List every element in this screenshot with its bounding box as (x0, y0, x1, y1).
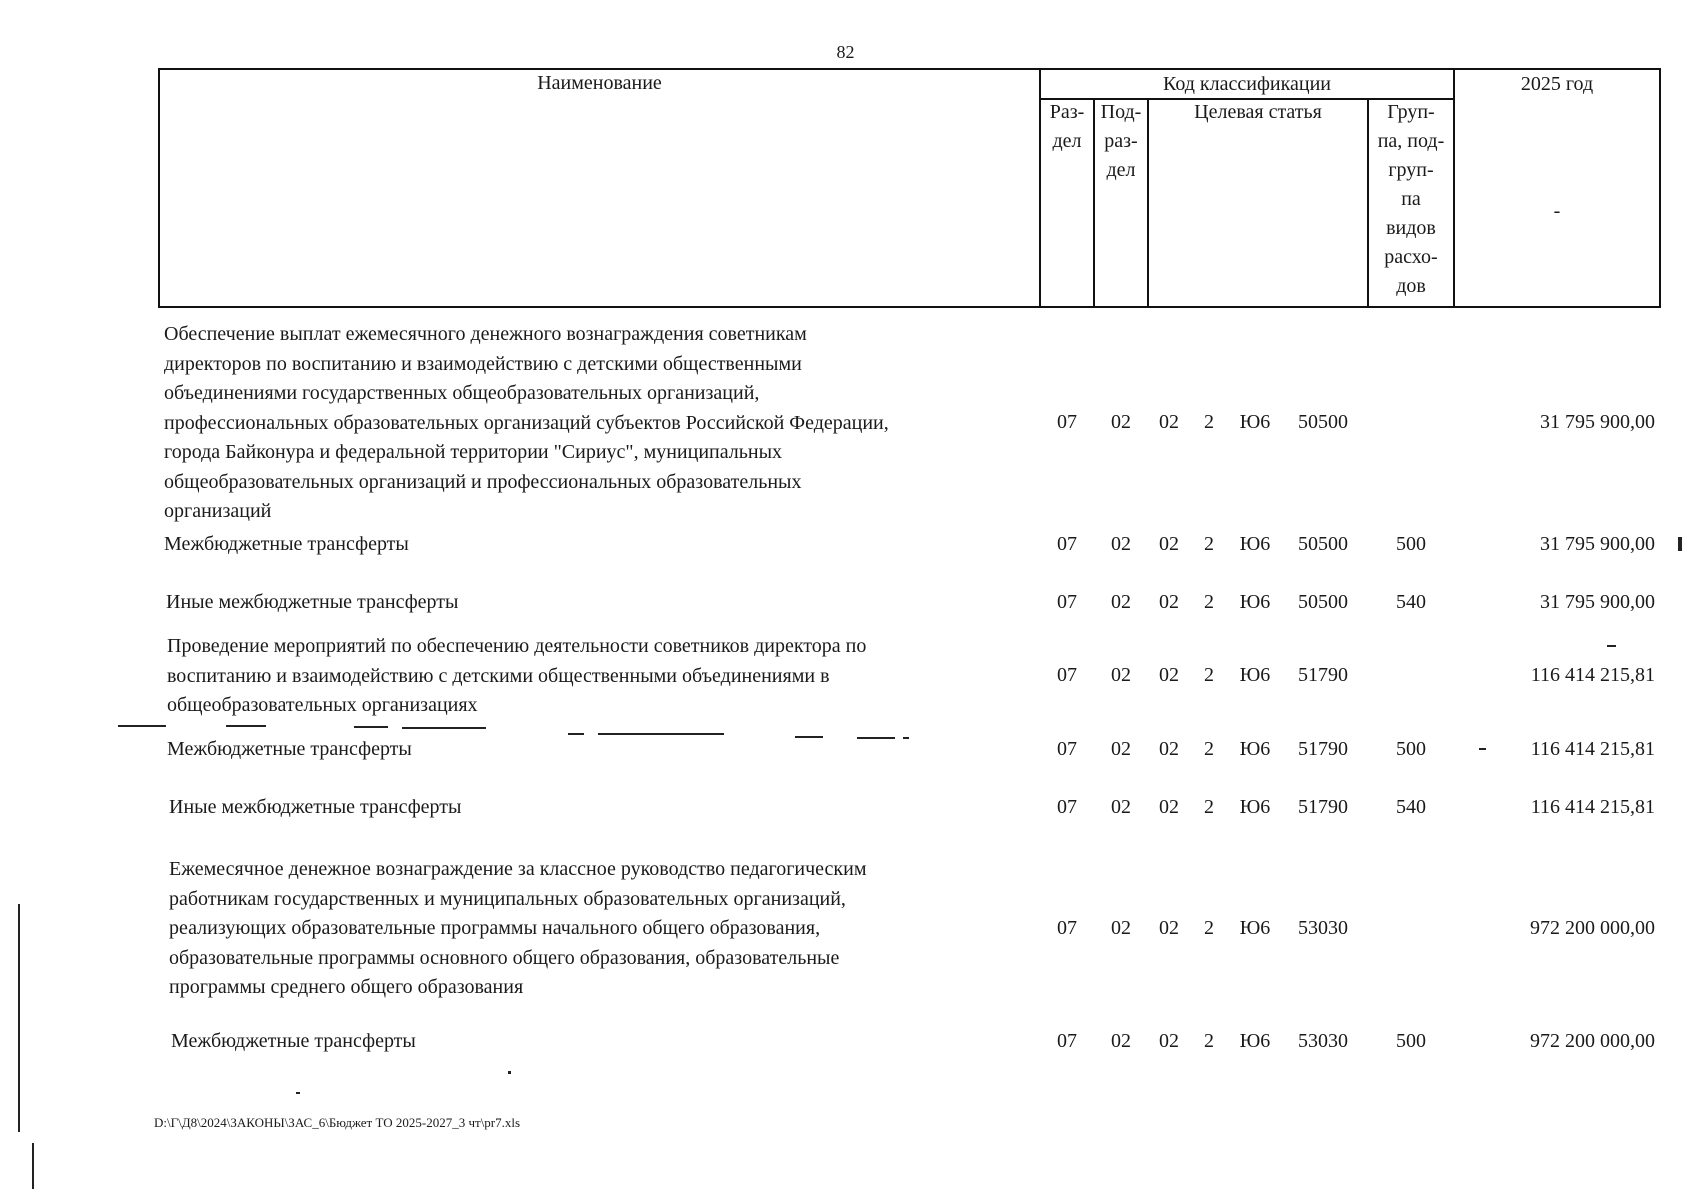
scan-artifact-line (857, 737, 895, 739)
header-name: Наименование (537, 72, 662, 94)
scan-artifact-line (1607, 645, 1616, 647)
target-article-part4: 53030 (1298, 1029, 1348, 1052)
target-article-part3: Ю6 (1239, 411, 1271, 434)
target-article-part4: 53030 (1298, 916, 1348, 939)
target-article-part1: 02 (1159, 795, 1179, 818)
razdel-cell: 07 (1057, 795, 1077, 818)
target-article-part3: Ю6 (1239, 664, 1271, 687)
amount-cell: 972 200 000,00 (1530, 1029, 1655, 1052)
header-code-group: Код классификации (1162, 73, 1332, 95)
scan-artifact-line (598, 733, 724, 735)
row-name: Иные межбюджетные трансферты (169, 796, 462, 818)
header-razdel: Раз- дел (1049, 101, 1085, 152)
scan-artifact-line (795, 736, 823, 738)
amount-cell: 116 414 215,81 (1530, 737, 1655, 760)
row-name: Межбюджетные трансферты (167, 738, 412, 760)
scan-artifact-line (1479, 748, 1486, 750)
scan-artifact-edge (18, 904, 20, 1132)
amount-cell: 31 795 900,00 (1540, 590, 1655, 613)
footer-file-path: D:\Г\Д8\2024\ЗАКОНЫ\ЗАС_6\Бюджет ТО 2025-2027_3 чт\pr7.xls (154, 1115, 521, 1130)
page-number: 82 (836, 42, 855, 62)
header-year-dash: - (1553, 200, 1561, 222)
podrazdel-cell: 02 (1111, 795, 1131, 818)
target-article-part4: 51790 (1298, 737, 1348, 760)
razdel-cell: 07 (1057, 1029, 1077, 1052)
divider (1147, 98, 1149, 308)
target-article-part2: 2 (1204, 1029, 1214, 1052)
scan-artifact-dot (508, 1071, 511, 1074)
scan-artifact-line (402, 727, 486, 729)
divider (1453, 68, 1455, 308)
row-name: Обеспечение выплат ежемесячного денежного вознаграждения советникам директоров по воспитанию и взаимодействию с детскими общественными объединениями государственных общеобразовательных организаций, профессиональных образовательных организаций субъектов Российской Федерации, города Байконура и федеральной территории "Сириус", муниципальных общеобразовательных организаций и профессиональных образовательных организаций (164, 323, 889, 522)
scan-artifact-line (354, 726, 388, 728)
scan-artifact-line (568, 733, 584, 735)
target-article-part1: 02 (1159, 916, 1179, 939)
scan-artifact-line (226, 725, 266, 727)
podrazdel-cell: 02 (1111, 532, 1131, 555)
podrazdel-cell: 02 (1111, 664, 1131, 687)
amount-cell: 116 414 215,81 (1530, 795, 1655, 818)
scan-artifact-line (1678, 537, 1682, 551)
target-article-part1: 02 (1159, 411, 1179, 434)
expense-type-cell: 540 (1396, 795, 1426, 818)
row-name: Межбюджетные трансферты (164, 533, 409, 555)
podrazdel-cell: 02 (1111, 737, 1131, 760)
target-article-part4: 50500 (1298, 590, 1348, 613)
row-name: Проведение мероприятий по обеспечению деятельности советников директора по воспитанию и взаимодействию с детскими общественными объединениями в общеобразовательных организациях (167, 635, 867, 716)
target-article-part2: 2 (1204, 737, 1214, 760)
razdel-cell: 07 (1057, 411, 1077, 434)
scan-artifact-line (118, 725, 166, 727)
scan-artifact-edge (32, 1143, 34, 1189)
target-article-part2: 2 (1204, 916, 1214, 939)
expense-type-cell: 500 (1396, 532, 1426, 555)
target-article-part3: Ю6 (1239, 916, 1271, 939)
razdel-cell: 07 (1057, 590, 1077, 613)
target-article-part2: 2 (1204, 795, 1214, 818)
row-name: Межбюджетные трансферты (171, 1030, 416, 1052)
target-article-part1: 02 (1159, 1029, 1179, 1052)
razdel-cell: 07 (1057, 532, 1077, 555)
target-article-part3: Ю6 (1239, 737, 1271, 760)
target-article-part2: 2 (1204, 532, 1214, 555)
razdel-cell: 07 (1057, 916, 1077, 939)
target-article-part2: 2 (1204, 590, 1214, 613)
razdel-cell: 07 (1057, 664, 1077, 687)
header-tselevaya: Целевая статья (1194, 101, 1322, 123)
target-article-part1: 02 (1159, 737, 1179, 760)
target-article-part4: 51790 (1298, 795, 1348, 818)
amount-cell: 31 795 900,00 (1540, 411, 1655, 434)
target-article-part1: 02 (1159, 664, 1179, 687)
target-article-part3: Ю6 (1239, 532, 1271, 555)
header-podrazdel: Под- раз- дел (1100, 101, 1142, 181)
target-article-part3: Ю6 (1239, 590, 1271, 613)
target-article-part3: Ю6 (1239, 795, 1271, 818)
header-gruppa: Груп- па, под- груп- па видов расхо- дов (1377, 101, 1445, 297)
razdel-cell: 07 (1057, 737, 1077, 760)
expense-type-cell: 500 (1396, 737, 1426, 760)
target-article-part4: 50500 (1298, 411, 1348, 434)
row-name: Ежемесячное денежное вознаграждение за классное руководство педагогическим работникам государственных и муниципальных образовательных организаций, реализующих образовательные программы начального общего образования, образовательные программы основного общего образования, образовательные программы среднего общего образования (169, 858, 867, 998)
target-article-part3: Ю6 (1239, 1029, 1271, 1052)
row-name: Иные межбюджетные трансферты (166, 591, 459, 613)
scan-artifact-dot (296, 1092, 300, 1094)
header-year: 2025 год (1520, 73, 1594, 95)
amount-cell: 31 795 900,00 (1540, 532, 1655, 555)
podrazdel-cell: 02 (1111, 411, 1131, 434)
expense-type-cell: 540 (1396, 590, 1426, 613)
expense-type-cell: 500 (1396, 1029, 1426, 1052)
target-article-part1: 02 (1159, 590, 1179, 613)
target-article-part4: 50500 (1298, 532, 1348, 555)
target-article-part1: 02 (1159, 532, 1179, 555)
amount-cell: 972 200 000,00 (1530, 916, 1655, 939)
target-article-part4: 51790 (1298, 664, 1348, 687)
scan-artifact-line (903, 737, 909, 739)
target-article-part2: 2 (1204, 411, 1214, 434)
podrazdel-cell: 02 (1111, 916, 1131, 939)
podrazdel-cell: 02 (1111, 590, 1131, 613)
target-article-part2: 2 (1204, 664, 1214, 687)
podrazdel-cell: 02 (1111, 1029, 1131, 1052)
amount-cell: 116 414 215,81 (1530, 664, 1655, 687)
